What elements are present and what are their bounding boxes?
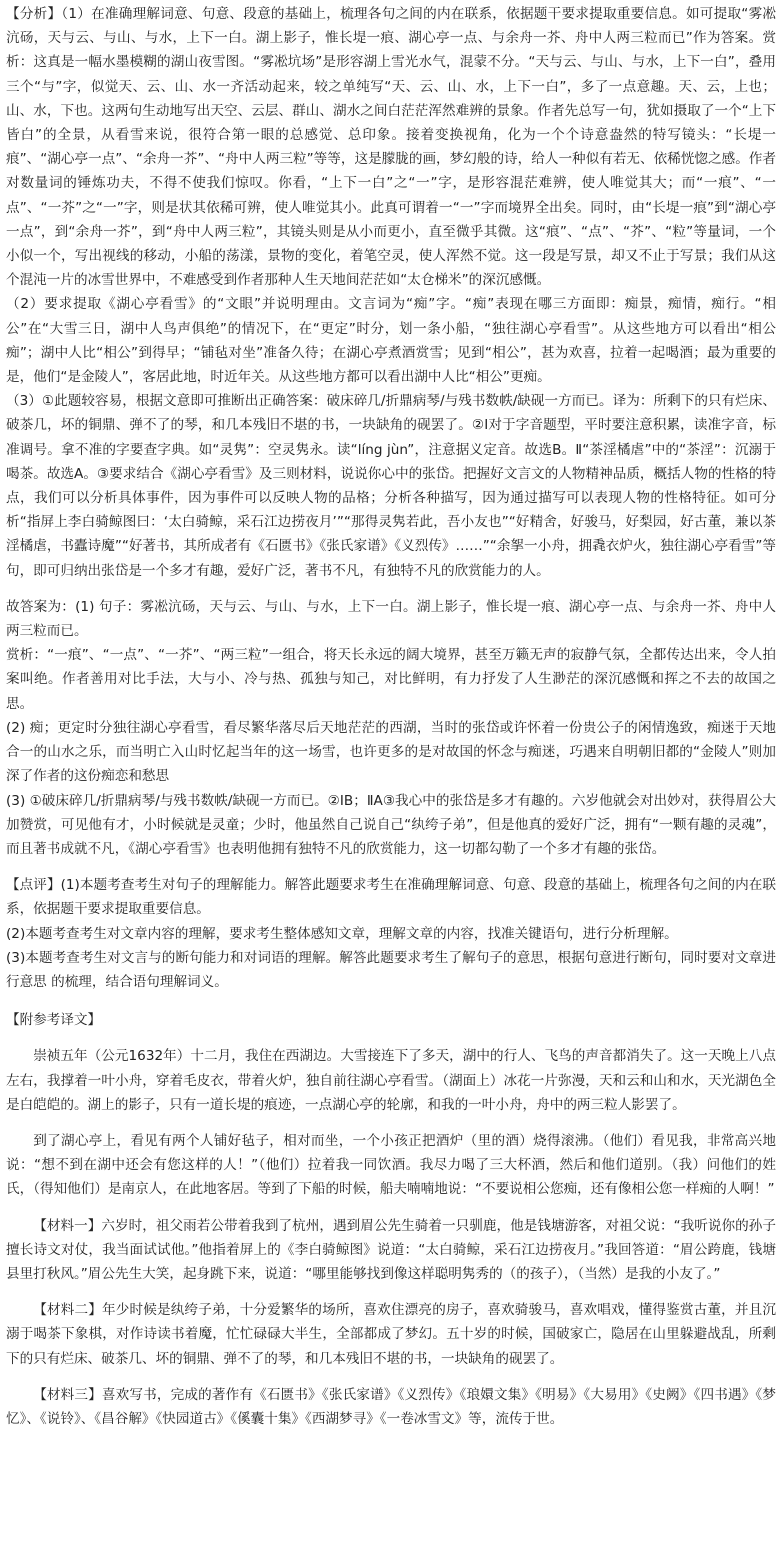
- comment-paragraph-2: (2)本题考查考生对文章内容的理解，要求考生整体感知文章，理解文章的内容，找准关键语句，进行分析理解。: [6, 925, 678, 942]
- material-three-paragraph: 【材料三】喜欢写书，完成的著作有《石匮书》《张氏家谱》《义烈传》《琅嬛文集》《明易》《大易用》《史阙》《四书遇》《梦忆》、《说铃》、《昌谷解》《快园道古》《傒囊十集》《西湖梦寻》《一卷冰雪文》等，流传于世。: [6, 1386, 776, 1427]
- analysis-paragraph-1: 【分析】（1）在准确理解词意、句意、段意的基础上，梳理各句之间的内在联系，依据题干要求提取重要信息。如可提取“雾凇沆砀，天与云、与山、与水，上下一白。湖上影子，惟长堤一痕、湖心亭一点、与余舟一芥、舟中人两三粒而已”作为答案。赏析：这真是一幅水墨模糊的湖山夜雪图。“雾凇坑场”是形容湖上雪光水气，混蒙不分。“天与云、与山、与水，上下一白”，叠用三个“与”字，似觉天、云、山、水一齐活动起来，较之单纯写“天、云、山、水，上下一白”，多了一点意趣。天、云，上也；山、水，下也。这两句生动地写出天空、云层、群山、湖水之间白茫茫浑然难辨的景象。作者先总写一句，犹如摄取了一个“上下皆白”的全景，从看雪来说，很符合第一眼的总感觉、总印象。接着变换视角，化为一个个诗意盎然的特写镜头：“长堤一痕”、“湖心亭一点”、“余舟一芥”、“舟中人两三粒”等等，这是朦胧的画，梦幻般的诗，给人一种似有若无、依稀恍惚之感。作者对数量词的锤炼功夫，不得不使我们惊叹。你看，“上下一白”之“一”字，是形容混茫难辨，使人唯觉其大；而“一痕”、“一点”、“一芥”之“一”字，则是状其依稀可辨，使人唯觉其小。此真可谓着一“一”字而境界全出矣。同时，由“长堤一痕”到“湖心亭一点”，到“余舟一芥”，到“舟中人两三粒”，其镜头则是从小而更小，直至微乎其微。这“痕”、“点”、“芥”、“粒”等量词，一个小似一个，写出视线的移动，小船的荡漾，景物的变化，着笔空灵，使人浑然不觉。这一段是写景，却又不止于写景；我们从这个混沌一片的冰雪世界中，不难感受到作者那种人生天地间茫茫如“太仓梯米”的深沉感慨。: [6, 6, 776, 289]
- analysis-paragraph-3: （3）①此题较容易，根据文意即可推断出正确答案：破床碎几/折鼎病琴/与残书数帙/缺砚一方而已。译为：所剩下的只有烂床、破茶几，坏的铜鼎、弹不了的琴，和几本残旧不堪的书，一块缺角的砚罢了。②Ⅰ对于字音题型，平时要注意积累，读准字音，标准调号。拿不准的字要查字典。如“灵隽”：空灵隽永。读“líng jùn”，注意据义定音。故选B。Ⅱ“茶淫橘虐”中的“茶淫”：沉溺于喝茶。故选A。③要求结合《湖心亭看雪》及三则材料，说说你心中的张岱。把握好文言文的人物精神品质，概括人物的性格的特点，我们可以分析具体事件，因为事件可以反映人物的品格；分析各种描写，因为通过描写可以表现人物的性格特征。如可分析“指屏上李白骑鲸图曰：‘太白骑鲸，采石江边捞夜月’”“那得灵隽若此，吾小友也”“好精舍，好骏马，好梨园，好古董，兼以茶淫橘虐，书蠹诗魔”“好著书，其所成者有《石匮书》《张氏家谱》《义烈传》……”“余挐一小舟，拥毳衣炉火，独往湖心亭看雪”等句，即可归纳出张岱是一个多才有趣，爱好广泛，著书不凡，有独特不凡的欣赏能力的人。: [6, 393, 776, 579]
- material-one-paragraph: 【材料一】六岁时，祖父雨若公带着我到了杭州，遇到眉公先生骑着一只驯鹿，他是钱塘游客，对祖父说：“我听说你的孙子擅长诗文对仗，我当面试试他。”他指着屏上的《李白骑鲸图》说道：“太白骑鲸，采石江边捞夜月。”我回答道：“眉公跨鹿，钱塘县里打秋风。”眉公先生大笑，起身跳下来，说道：“哪里能够找到像这样聪明隽秀的（的孩子），（当然）是我的小友了。”: [6, 1217, 776, 1282]
- answer-paragraph-3: (2) 痴；更定时分独往湖心亭看雪，看尽繁华落尽后天地茫茫的西湖，当时的张岱或许怀着一份贵公子的闲情逸致，痴迷于天地合一的山水之乐，而当明亡入山时忆起当年的这一场雪，也许更多的是对故国的怀念与痴迷，巧遇来自明朝旧都的“金陵人”则加深了作者的这份痴恋和愁思: [6, 719, 776, 785]
- analysis-section: [6, 2, 776, 583]
- translation-heading: 【附参考译文】: [6, 1012, 102, 1029]
- spacer: [6, 583, 776, 595]
- translation-paragraph-2: 到了湖心亭上，看见有两个人铺好毡子，相对而坐，一个小孩正把酒炉（里的酒）烧得滚沸。（他们）看见我，非常高兴地说：“想不到在湖中还会有您这样的人！”（他们）拉着我一同饮酒。我尽力喝了三大杯酒，然后和他们道别。（我）问他们的姓氏，（得知他们）是南京人，在此地客居。等到了下船的时候，船夫喃喃地说：“不要说相公您痴，还有像相公您一样痴的人啊！”: [6, 1132, 776, 1198]
- answer-section: [6, 595, 776, 861]
- material-two-paragraph: 【材料二】年少时候是纨绔子弟，十分爱繁华的场所，喜欢住漂亮的房子，喜欢骑骏马，喜欢唱戏，懂得鉴赏古董，并且沉溺于喝茶下象棋，对作诗读书着魔，忙忙碌碌大半生，全部都成了梦幻。五十岁的时候，国破家亡，隐居在山里躲避战乱，所剩下的只有烂床、破茶几、坏的铜鼎、弹不了的琴，和几本残旧不堪的书，一块缺角的砚罢了。: [6, 1302, 776, 1367]
- comment-section: [6, 873, 776, 994]
- answer-paragraph-1: 故答案为：(1) 句子：雾凇沆砀，天与云、与山、与水，上下一白。湖上影子，惟长堤一痕、湖心亭一点、与余舟一芥、舟中人两三粒而已。: [6, 598, 776, 640]
- answer-paragraph-4: (3) ①破床碎几/折鼎病琴/与残书数帙/缺砚一方而已。②ⅠB；ⅡA③我心中的张岱是多才有趣的。六岁他就会对出妙对，获得眉公大加赞赏，可见他有才，小时候就是灵童；少时，他虽然自己说自己“纨绔子弟”，但是他真的爱好广泛，拥有“一颗有趣的灵魂”，而且著书成就不凡，《湖心亭看雪》也表明他拥有独特不凡的欣赏能力，这一切都勾勒了一个多才有趣的张岱。: [6, 792, 776, 857]
- analysis-paragraph-2: （2）要求提取《湖心亭看雪》的“文眼”并说明理由。文言词为“痴”字。“痴”表现在哪三方面即：痴景，痴情，痴行。“相公”在“大雪三日，湖中人鸟声俱绝”的情况下，在“更定”时分，划一条小船，“独往湖心亭看雪”。从这些地方可以看出“相公痴”；湖中人比“相公”到得早；“铺毡对坐”准备久待；在湖心亭煮酒赏雪；见到“相公”，甚为欢喜，拉着一起喝酒；最为重要的是，他们“是金陵人”，客居此地，时近年关。从这些地方都可以看出湖中人比“相公”更痴。: [6, 296, 776, 386]
- answer-paragraph-2: 赏析：“一痕”、“一点”、“一芥”、“两三粒”一组合，将天长永远的阔大境界，甚至万籁无声的寂静气氛，全都传达出来，令人拍案叫绝。作者善用对比手法，大与小、冷与热、孤独与知己，对比鲜明，有力抒发了人生渺茫的深沉感慨和挥之不去的故国之思。: [6, 647, 776, 712]
- spacer: [6, 994, 776, 1008]
- translation-paragraph-1: 崇祯五年（公元1632年）十二月，我住在西湖边。大雪接连下了多天，湖中的行人、飞鸟的声音都消失了。这一天晚上八点左右，我撑着一叶小舟，穿着毛皮衣，带着火炉，独自前往湖心亭看雪。（湖面上）冰花一片弥漫，天和云和山和水，天光湖色全是白皑皑的。湖上的影子，只有一道长堤的痕迹，一点湖心亭的轮廓，和我的一叶小舟，舟中的两三粒人影罢了。: [6, 1048, 776, 1113]
- translation-section: [6, 1008, 776, 1431]
- spacer: [6, 861, 776, 873]
- comment-paragraph-3: (3)本题考查考生对文言与的断句能力和对词语的理解。解答此题要求考生了解句子的意思，根据句意进行断句，同时要对文章进行意思 的梳理，结合语句理解词义。: [6, 949, 776, 990]
- comment-paragraph-1: 【点评】(1)本题考查考生对句子的理解能力。解答此题要求考生在准确理解词意、句意、段意的基础上，梳理各句之间的内在联系，依据题干要求提取重要信息。: [6, 877, 776, 918]
